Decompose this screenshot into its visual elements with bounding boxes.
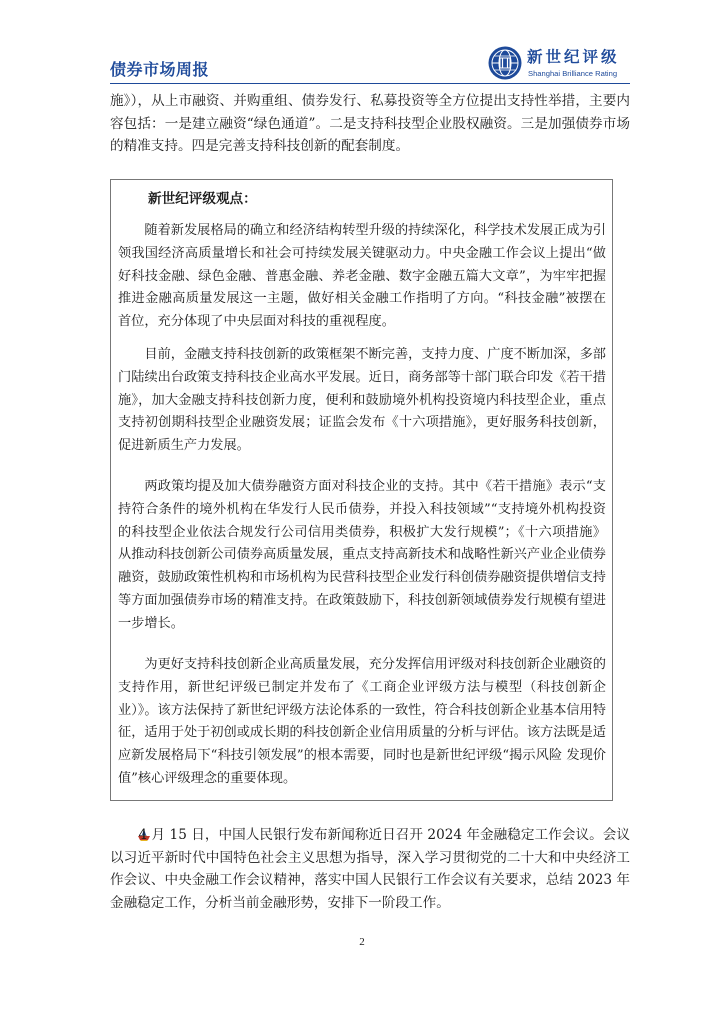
brand-logo <box>487 45 627 83</box>
opinion-paragraph-2: 目前，金融支持科技创新的政策框架不断完善，支持力度、广度不断加深，多部门陆续出台政策支持科技企业高水平发展。近日，商务部等十部门联合印发《若干措施》，加大金融支持科技创新力度，便利和鼓励境外机构投资境内科技型企业，重点支持初创期科技型企业融资发展；证监会发布《十六项措施》，更好服务科技创新，促进新质生产力发展。 <box>118 347 606 454</box>
logo-english-name: Shanghai Brilliance Rating <box>528 69 618 78</box>
opinion-paragraph-4: 为更好支持科技创新企业高质量发展，充分发挥信用评级对科技创新企业融资的支持作用，新世纪评级已制定并发布了《工商企业评级方法与模型（科技创新企业）》。该方法保持了新世纪评级方法论体系的一致性，符合科技创新企业基本信用特征，适用于处于初创或成长期的科技创新企业信用质量的分析与评估。该方法既是适应新发展格局下“科技引领发展”的根本需要，同时也是新世纪评级“揭示风险 发现价值”核心评级理念的重要体现。 <box>118 657 606 786</box>
opinion-paragraph-3: 两政策均提及加大债券融资方面对科技企业的支持。其中《若干措施》表示“支持符合条件的境外机构在华发行人民币债券，并投入科技领域”“支持境外机构投资的科技型企业依法合规发行公司信用类债券，积极扩大发行规模”；《十六项措施》从推动科技创新公司债券高质量发展，重点支持高新技术和战略性新兴产业企业债券融资，鼓励政策性机构和市场机构为民营科技型企业发行科创债券融资提供增信支持等方面加强债券市场的精准支持。在政策鼓励下，科技创新领域债券发行规模有望进一步增长。 <box>118 479 606 631</box>
header-divider <box>110 83 630 84</box>
globe-emblem-icon <box>487 45 523 81</box>
opinion-paragraph-1: 随着新发展格局的确立和经济结构转型升级的持续深化，科学技术发展正成为引领我国经济高质量增长和社会可持续发展关键驱动力。中央金融工作会议上提出“做好科技金融、绿色金融、普惠金融、养老金融、数字金融五篇大文章”，为牢牢把握推进金融高质量发展这一主题，做好相关金融工作指明了方向。“科技金融”被摆在首位，充分体现了中央层面对科技的重视程度。 <box>118 223 606 330</box>
intro-paragraph: 施》），从上市融资、并购重组、债券发行、私募投资等全方位提出支持性举措，主要内容包括：一是建立融资“绿色通道”。二是支持科技型企业股权融资。三是加强债券市场的精准支持。四是完善支持科技创新的配套制度。 <box>110 93 630 154</box>
opinion-box <box>110 179 613 801</box>
news-paragraph: 4 月 15 日，中国人民银行发布新闻称近日召开 2024 年金融稳定工作会议。会议以习近平新时代中国特色社会主义思想为指导，深入学习贯彻党的二十大和中央经济工作会议、中央金融工作会议精神，落实中国人民银行工作会议有关要求，总结 2023 年金融稳定工作，分析当前金融形势，安排下一阶段工作。 <box>110 827 630 911</box>
report-title: 债券市场周报 <box>110 60 210 79</box>
page-number: 2 <box>359 936 365 948</box>
logo-chinese-name: 新世纪评级 <box>527 48 620 66</box>
opinion-title: 新世纪评级观点： <box>148 191 257 207</box>
